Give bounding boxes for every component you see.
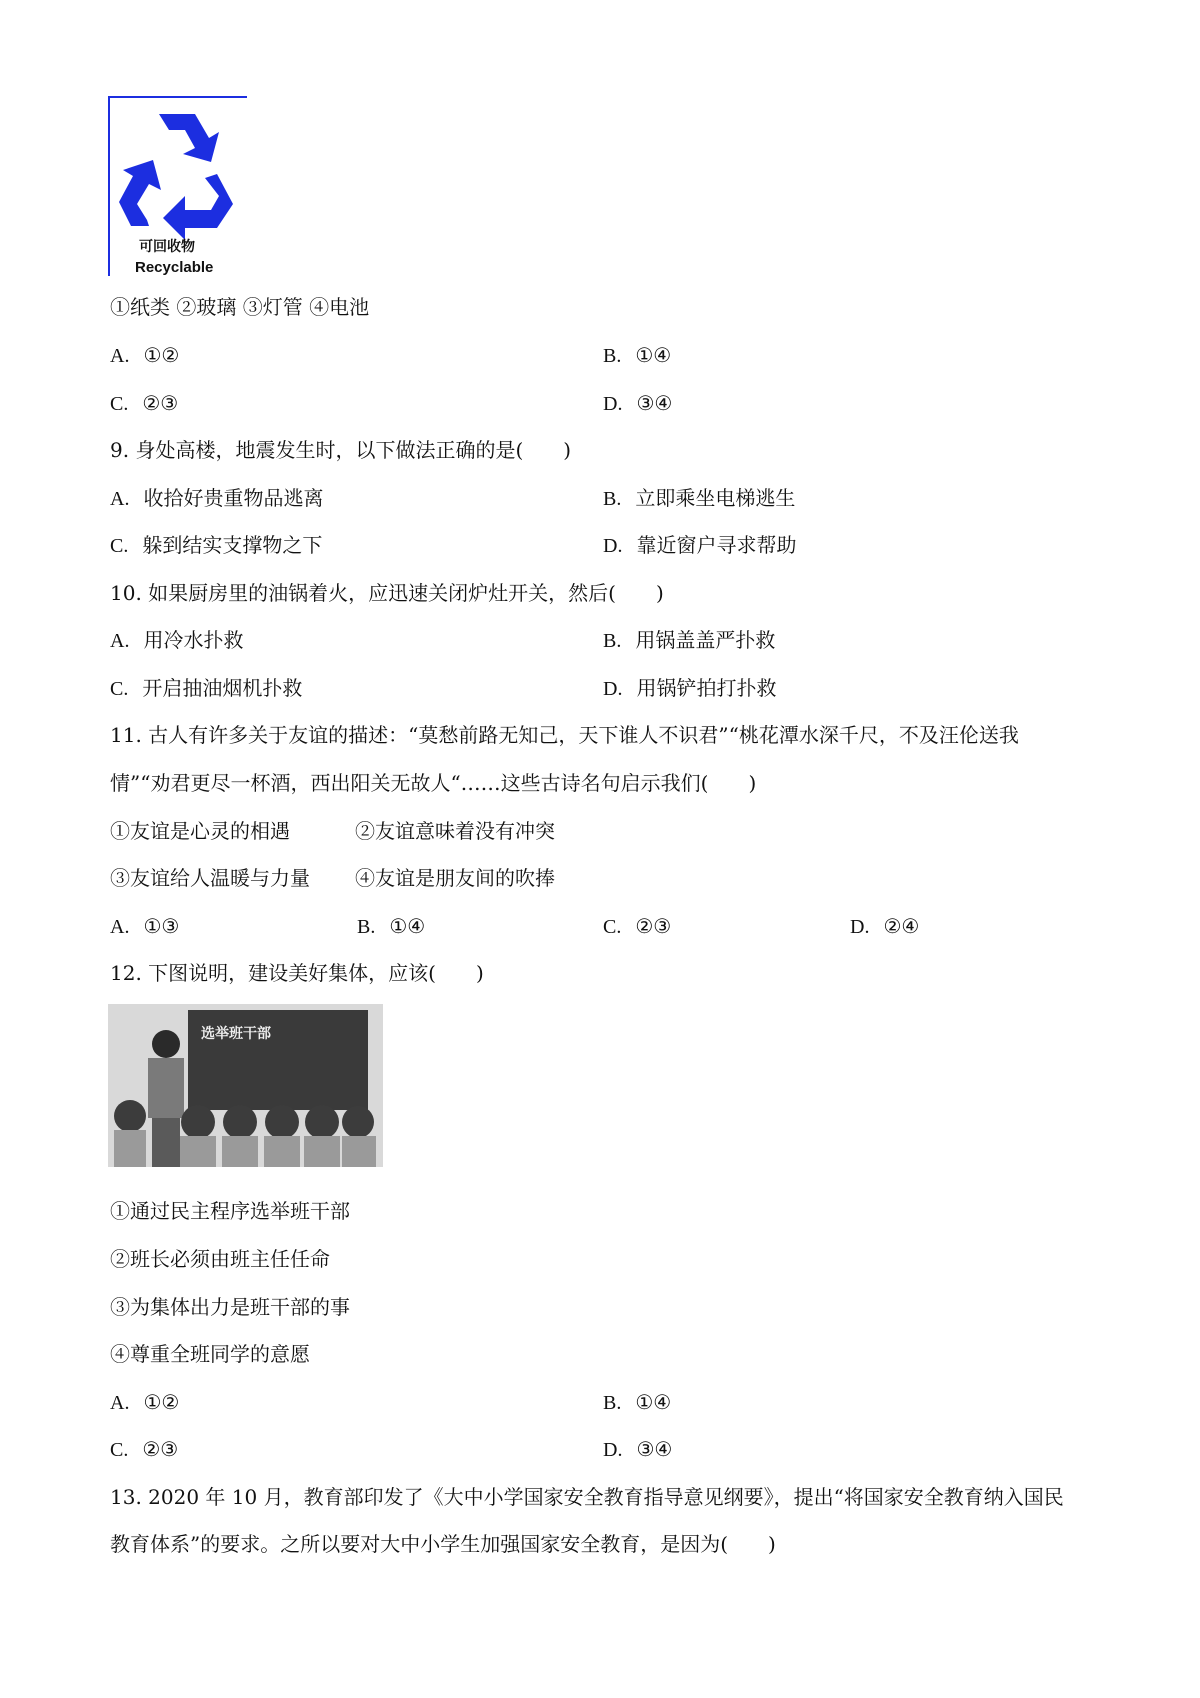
q11-item-4: ④友谊是朋友间的吹捧 xyxy=(355,866,555,890)
q11-option-d[interactable] xyxy=(850,912,919,941)
option-letter: B. xyxy=(603,345,622,367)
recycle-label-en: Recyclable xyxy=(135,259,214,276)
q12-item-1: ①通过民主程序选举班干部 xyxy=(110,1199,350,1223)
q13-stem-line1: 13. 2020 年 10 月，教育部印发了《大中小学国家安全教育指导意见纲要》，提出“将国家安全教育纳入国民 xyxy=(110,1485,1064,1509)
option-letter: A. xyxy=(110,630,130,652)
option-text: 靠近窗户寻求帮助 xyxy=(636,533,797,557)
option-text: ③④ xyxy=(636,1437,673,1461)
q11-stem-line1: 11. 古人有许多关于友谊的描述：“莫愁前路无知己，天下谁人不识君”“桃花潭水深千尺，不及汪伦送我 xyxy=(110,723,1019,747)
option-text: ①④ xyxy=(635,1390,672,1414)
q8-option-d[interactable] xyxy=(603,389,672,418)
q10-stem: 10. 如果厨房里的油锅着火，应迅速关闭炉灶开关，然后( ) xyxy=(110,581,664,605)
q11-item-1: ①友谊是心灵的相遇 xyxy=(110,819,290,843)
q8-option-b[interactable] xyxy=(603,341,671,370)
option-text: 用锅铲拍打扑救 xyxy=(636,676,777,700)
option-letter: C. xyxy=(110,393,129,415)
q11-item-3: ③友谊给人温暖与力量 xyxy=(110,866,310,890)
q9-option-b[interactable] xyxy=(603,484,795,513)
option-letter: C. xyxy=(110,678,129,700)
q12-item-2: ②班长必须由班主任任命 xyxy=(110,1247,330,1271)
option-text: 用冷水扑救 xyxy=(143,628,244,652)
option-text: ②③ xyxy=(142,391,179,415)
q10-option-d[interactable] xyxy=(603,674,776,703)
q8-option-c[interactable] xyxy=(110,389,178,418)
option-letter: B. xyxy=(603,1392,622,1414)
option-letter: A. xyxy=(110,1392,130,1414)
option-text: ①④ xyxy=(389,914,426,938)
option-text: ②③ xyxy=(635,914,672,938)
q11-stem-line2: 情”“劝君更尽一杯酒，西出阳关无故人“……这些古诗名句启示我们( ) xyxy=(110,771,757,795)
q9-stem: 9. 身处高楼，地震发生时，以下做法正确的是( ) xyxy=(110,438,572,462)
q12-item-3: ③为集体出力是班干部的事 xyxy=(110,1295,350,1319)
option-letter: C. xyxy=(110,535,129,557)
q10-option-b[interactable] xyxy=(603,626,775,655)
option-text: ①② xyxy=(143,1390,180,1414)
option-letter: C. xyxy=(110,1439,129,1461)
class-election-image xyxy=(108,1004,383,1167)
option-letter: B. xyxy=(603,630,622,652)
q11-option-c[interactable] xyxy=(603,912,671,941)
option-text: ②③ xyxy=(142,1437,179,1461)
q13-stem-line2: 教育体系”的要求。之所以要对大中小学生加强国家安全教育，是因为( ) xyxy=(110,1532,776,1556)
q12-item-4: ④尊重全班同学的意愿 xyxy=(110,1342,310,1366)
option-text: 开启抽油烟机扑救 xyxy=(142,676,303,700)
option-letter: D. xyxy=(603,535,623,557)
option-letter: A. xyxy=(110,345,130,367)
q12-option-c[interactable] xyxy=(110,1435,178,1464)
option-letter: D. xyxy=(603,678,623,700)
option-text: ①④ xyxy=(635,343,672,367)
option-text: 收拾好贵重物品逃离 xyxy=(143,486,324,510)
option-letter: B. xyxy=(603,488,622,510)
q9-option-d[interactable] xyxy=(603,531,796,560)
option-letter: B. xyxy=(357,916,376,938)
q12-option-a[interactable] xyxy=(110,1388,179,1417)
option-text: 躲到结实支撑物之下 xyxy=(142,533,323,557)
q9-option-c[interactable] xyxy=(110,531,322,560)
option-text: 立即乘坐电梯逃生 xyxy=(635,486,796,510)
q10-option-c[interactable] xyxy=(110,674,302,703)
option-letter: D. xyxy=(850,916,870,938)
recycle-sign xyxy=(107,96,247,276)
blackboard-text: 选举班干部 xyxy=(201,1026,271,1042)
q12-stem: 12. 下图说明，建设美好集体，应该( ) xyxy=(110,961,484,985)
option-letter: D. xyxy=(603,1439,623,1461)
q8-option-a[interactable] xyxy=(110,341,179,370)
option-letter: D. xyxy=(603,393,623,415)
recycle-icon xyxy=(107,96,247,276)
q11-item-2: ②友谊意味着没有冲突 xyxy=(355,819,555,843)
q10-option-a[interactable] xyxy=(110,626,243,655)
option-text: ②④ xyxy=(883,914,920,938)
option-text: 用锅盖盖严扑救 xyxy=(635,628,776,652)
option-text: ③④ xyxy=(636,391,673,415)
q11-option-b[interactable] xyxy=(357,912,425,941)
option-text: ①② xyxy=(143,343,180,367)
option-letter: A. xyxy=(110,916,130,938)
option-letter: C. xyxy=(603,916,622,938)
q12-option-d[interactable] xyxy=(603,1435,672,1464)
q11-option-a[interactable] xyxy=(110,912,179,941)
option-letter: A. xyxy=(110,488,130,510)
q8-items: ①纸类 ②玻璃 ③灯管 ④电池 xyxy=(110,295,370,319)
q12-option-b[interactable] xyxy=(603,1388,671,1417)
recycle-label-cn: 可回收物 xyxy=(139,239,195,255)
option-text: ①③ xyxy=(143,914,180,938)
q9-option-a[interactable] xyxy=(110,484,323,513)
